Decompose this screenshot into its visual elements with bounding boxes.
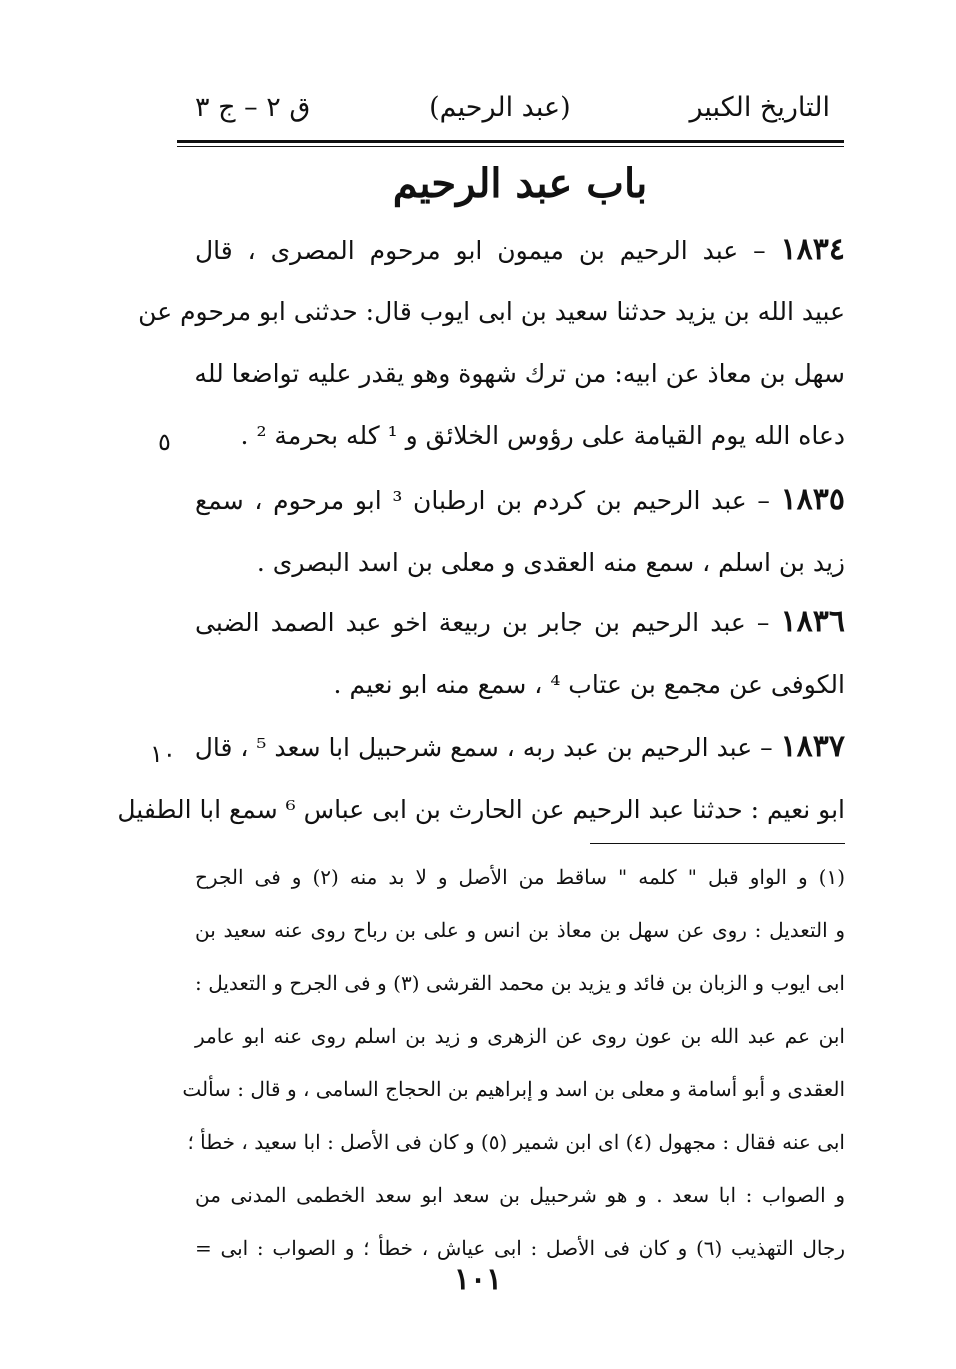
entry-1834-line-1: [195, 230, 845, 270]
entry-number: ١٨٣٤: [780, 232, 845, 267]
footnote-line: و الصواب : ابا سعد . و هو شرحبيل بن سعد ابو سعد الخطمى المدنى من: [195, 1183, 845, 1207]
header-rule-thin: [177, 146, 844, 147]
header-chapter-name: (عبد الرحيم): [429, 91, 571, 123]
entry-1834-line-3: سهل بن معاذ عن ابيه: من ترك شهوة وهو يقدر عليه تواضعا لله: [194, 359, 845, 388]
chapter-heading: باب عبد الرحيم: [392, 160, 648, 207]
entry-1834-line-4: دعاه الله يوم القيامة على رؤوس الخلائق و ¹ كله بحرمة ² .: [240, 421, 845, 450]
footnote-line: رجال التهذيب (٦) و كان فى الأصل : ابى عياش ، خطأ ؛ و الصواب : ابى =: [195, 1236, 845, 1260]
book-title: التاريخ الكبير: [689, 91, 830, 123]
entry-1836-line-1: [195, 602, 845, 642]
margin-line-number: ٥: [158, 428, 171, 456]
entry-number: ١٨٣٦: [780, 604, 845, 639]
running-header: [195, 82, 830, 132]
header-rule-thick: [177, 140, 844, 143]
footnote-line: ابن عم عبد الله بن عون روى عن الزهرى و زيد بن اسلم روى عنه ابو عامر: [195, 1024, 845, 1048]
entry-1837-line-1: [195, 727, 845, 767]
footnote-line: العقدى و أبو أسامة و معلى بن اسد و إبراهيم بن الحجاج السامى ، و قال : سألت: [182, 1077, 845, 1101]
footnote-line: (١) و الواو قبل " كلمه " ساقط من الأصل و لا بد منه (٢) و فى الجرح: [195, 865, 845, 889]
entry-number: ١٨٣٧: [780, 729, 845, 764]
entry-1836-line-2: الكوفى عن مجمع بن عتاب ⁴ ، سمع منه ابو نعيم .: [333, 670, 845, 699]
footnote-line: ابى ايوب و الزبان بن فائد و يزيد بن محمد القرشى (٣) و فى الجرح و التعديل :: [195, 971, 845, 995]
entry-1837-line-2: ابو نعيم : حدثنا عبد الرحيم عن الحارث بن ابى عباس ⁶ سمع ابا الطفيل: [117, 795, 845, 824]
entry-number: ١٨٣٥: [780, 482, 846, 517]
page-number: ١٠١: [453, 1262, 503, 1297]
entry-text: – عبد الرحيم بن عبد ربه ، سمع شرحبيل ابا سعد ⁵ ، قال: [194, 733, 773, 762]
entry-text: – عبد الرحيم بن جابر بن ربيعة اخو عبد الصمد الضبى: [195, 608, 770, 637]
entry-text: – عبد الرحيم بن كردم بن ارطبان ³ ابو مرحوم ، سمع: [195, 486, 770, 515]
footnote-line: ابى عنه فقال : مجهول (٤) اى ابن شمير (٥) و كان فى الأصل : ابا سعيد ، خطأ ؛: [187, 1130, 845, 1154]
entry-text: – عبد الرحيم بن ميمون ابو مرحوم المصرى ، قال: [195, 236, 766, 265]
entry-1835-line-1: [195, 480, 845, 520]
footnote-separator: [590, 843, 845, 844]
margin-line-number: ١٠: [150, 740, 176, 768]
volume-label: ق ٢ – ج ٣: [195, 91, 311, 123]
entry-1834-line-2: عبيد الله بن يزيد حدثنا سعيد بن ابى ايوب قال: حدثنى ابو مرحوم عن: [138, 297, 845, 326]
entry-1835-line-2: زيد بن اسلم ، سمع منه العقدى و معلى بن اسد البصرى .: [256, 548, 845, 577]
footnote-line: و التعديل : روى عن سهل بن معاذ بن انس و على بن رباح روى عنه سعيد بن: [195, 918, 845, 942]
